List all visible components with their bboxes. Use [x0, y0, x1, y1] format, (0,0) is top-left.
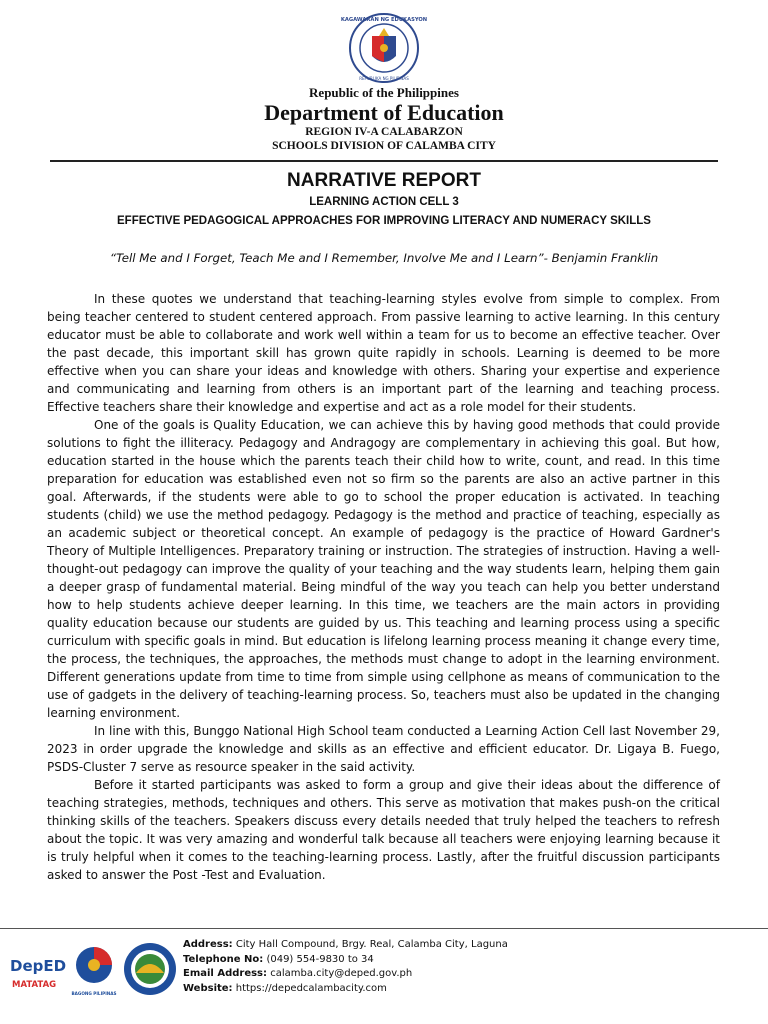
footer-contact	[183, 938, 508, 996]
division-seal-icon	[124, 943, 176, 995]
address-line: Address: City Hall Compound, Brgy. Real, Calamba City, Laguna	[183, 939, 508, 950]
paragraph: In line with this, Bunggo National High School team conducted a Learning Action Cell last November 29, 2023 in order upgrade the knowledge and skills as an effective and efficient educator. Dr. Ligaya B. Fuego, PSDS-Cluster 7 serve as resource speaker in the said activity.	[47, 724, 720, 774]
deped-logo-text: DepED	[10, 957, 67, 975]
paragraph: Before it started participants was asked to form a group and give their ideas about the difference of teaching strategies, methods, techniques and others. This serve as motivation that makes push-on the critical thinking skills of the teachers. Speakers discuss every details needed that truly helped the teachers to refresh about the topic. It was very amazing and wonderful talk because all teachers were enjoying learning because it is truly helpful when it comes to the teaching-learning process. Lastly, after the fruitful discussion participants asked to answer the Post -Test and Evaluation.	[47, 778, 720, 882]
svg-text:REPUBLIKA NG PILIPINAS: REPUBLIKA NG PILIPINAS	[359, 76, 409, 81]
division-heading: SCHOOLS DIVISION OF CALAMBA CITY	[272, 140, 496, 152]
region-heading: REGION IV-A CALABARZON	[305, 126, 463, 138]
website-line: Website: https://depedcalambacity.com	[183, 982, 387, 994]
deped-matatag-logo-icon	[10, 957, 66, 990]
matatag-logo-text: MATATAG	[12, 980, 57, 990]
republic-heading: Republic of the Philippines	[309, 85, 459, 100]
report-body	[47, 290, 720, 884]
deped-seal-icon	[340, 12, 428, 84]
report-title: NARRATIVE REPORT	[287, 170, 481, 191]
bagong-pilipinas-logo-icon	[71, 947, 116, 996]
svg-text:KAGAWARAN NG EDUKASYON: KAGAWARAN NG EDUKASYON	[340, 17, 428, 23]
paragraph: In these quotes we understand that teaching-learning styles evolve from simple to complex. From being teacher centered to student centered approach. From passive learning to active learning. In this century educator must be able to collaborate and work well within a team for us to become an effective teacher. Over the past decade, this important skill has grown quite rapidly in schools. Learning is deemed to be more effective when you can share your ideas and knowledge with others. Sharing your expertise and experience and communicating and learning from others is an important part of the learning and teaching process. Effective teachers share their knowledge and expertise and act as a role model for their students.	[47, 292, 720, 414]
email-line: Email Address: calamba.city@deped.gov.ph	[183, 968, 413, 979]
telephone-line: Telephone No: (049) 554-9830 to 34	[183, 953, 374, 965]
report-subtitle: LEARNING ACTION CELL 3	[309, 196, 459, 208]
bagong-logo-text: BAGONG PILIPINAS	[71, 991, 117, 996]
header-divider	[50, 160, 718, 162]
report-topic: EFFECTIVE PEDAGOGICAL APPROACHES FOR IMPROVING LITERACY AND NUMERACY SKILLS	[117, 215, 651, 227]
quote: “Tell Me and I Forget, Teach Me and I Remember, Involve Me and I Learn”- Benjamin Franklin	[109, 251, 659, 265]
department-heading: Department of Education	[264, 100, 504, 125]
footer-divider	[0, 928, 768, 929]
paragraph: One of the goals is Quality Education, we can achieve this by having good methods that could provide solutions to fight the illiteracy. Pedagogy and Andragogy are complementary in achieving this goal. But how, education started in the house which the parents teach their child how to write, count, and read. In this time preparation for education was established even not so firm so the parents are also an active partner in this goal. Afterwards, if the students were able to go to school the proper education is activated. In teaching students (child) we use the method pedagogy. Pedagogy is the method and practice of teaching, especially as an academic subject or theoretical concept. An example of pedagogy is the practice of Howard Gardner's Theory of Multiple Intelligences. Preparatory training or instruction. The strategies of instruction. Having a well-thought-out pedagogy can improve the quality of your teaching and the way students learn, helping them gain a deeper grasp of fundamental material. Being mindful of the way you teach can help you better understand how to help students achieve deeper learning. In this time, we teachers are the main actors in providing quality education because our students are guided by us. This teaching and learning process using a specific curriculum with specific goals in mind. But education is lifelong learning process meaning it change every time, the process, the techniques, the approaches, the methods must change to adopt in the learning environment. Different generations update from time to time from simple using cellphone as means of communication to the use of gadgets in the delivery of teaching-learning process. So, teachers must also be updated in the changing learning environment.	[47, 418, 720, 720]
footer-logos	[8, 935, 178, 1007]
